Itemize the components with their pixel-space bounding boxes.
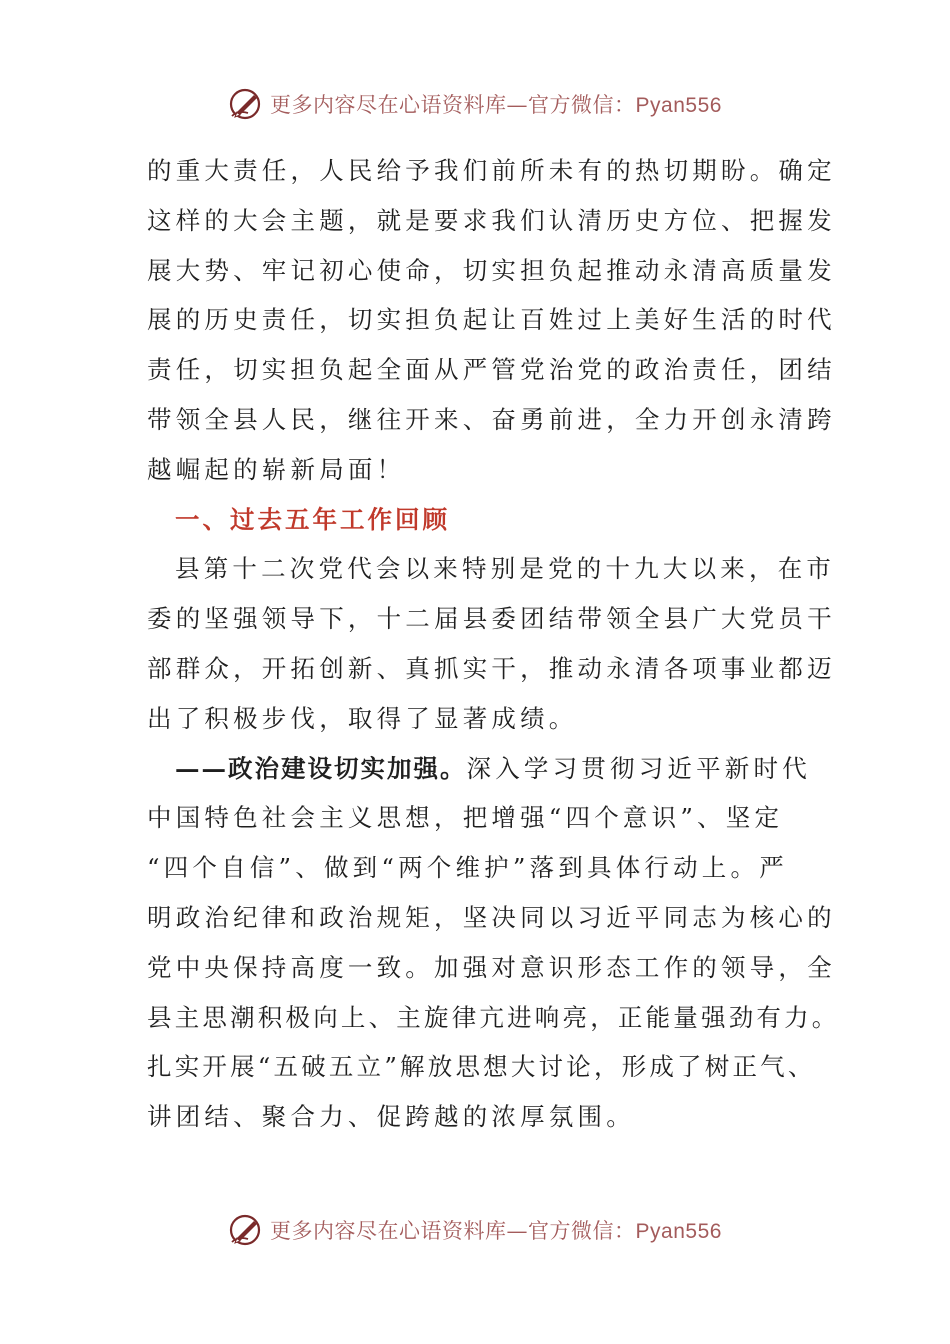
text-line: 越崛起的崭新局面！ xyxy=(147,454,406,484)
banner-separator: — xyxy=(506,1219,529,1243)
banner-text xyxy=(270,1215,722,1245)
banner-text xyxy=(270,89,722,119)
text-line: 县第十二次党代会以来特别是党的十九大以来，在市 xyxy=(175,554,836,584)
text-line: 这样的大会主题，就是要求我们认清历史方位、把握发 xyxy=(147,205,836,235)
text-line: 的重大责任，人民给予我们前所未有的热切期盼。确定 xyxy=(147,156,836,185)
text-line: 扎实开展“五破五立”解放思想大讨论，形成了树正气、 xyxy=(147,1052,816,1082)
text-line: 带领全县人民，继往开来、奋勇前进，全力开创永清跨 xyxy=(147,404,836,434)
document-body xyxy=(147,146,840,1142)
text-line: 展大势、牢记初心使命，切实担负起推动永清高质量发 xyxy=(147,255,836,285)
footer-banner xyxy=(0,1210,950,1250)
banner-wechat-label: 官方微信： xyxy=(528,93,636,117)
pen-logo-icon xyxy=(228,1212,264,1248)
banner-main: 更多内容尽在心语资料库 xyxy=(270,93,507,117)
banner-wechat-label: 官方微信： xyxy=(528,1219,636,1243)
text-line: “四个自信”、做到“两个维护”落到具体行动上。严 xyxy=(147,853,788,883)
banner-separator: — xyxy=(506,93,529,117)
text-line: 责任，切实担负起全面从严管党治党的政治责任，团结 xyxy=(147,355,836,385)
paragraph-lead: ——政治建设切实加强。 xyxy=(175,753,467,783)
banner-wechat-id: Pyan556 xyxy=(635,1220,722,1243)
section-heading: 一、过去五年工作回顾 xyxy=(175,504,450,534)
header-banner xyxy=(0,84,950,124)
banner-wechat-id: Pyan556 xyxy=(635,94,722,117)
text-line: 党中央保持高度一致。加强对意识形态工作的领导，全 xyxy=(147,952,836,982)
text-line: 中国特色社会主义思想，把增强“四个意识”、坚定 xyxy=(147,803,784,833)
text-line: 展的历史责任，切实担负起让百姓过上美好生活的时代 xyxy=(147,305,836,335)
paragraph-text: 深入学习贯彻习近平新时代 xyxy=(466,753,811,783)
text-line: 委的坚强领导下，十二届县委团结带领全县广大党员干 xyxy=(147,604,836,634)
text-line xyxy=(147,744,827,794)
text-line: 部群众，开拓创新、真抓实干，推动永清各项事业都迈 xyxy=(147,653,836,683)
banner-main: 更多内容尽在心语资料库 xyxy=(270,1219,507,1243)
pen-logo-icon xyxy=(228,86,264,122)
text-line: 出了积极步伐，取得了显著成绩。 xyxy=(147,703,578,733)
text-line: 明政治纪律和政治规矩，坚决同以习近平同志为核心的 xyxy=(147,902,836,932)
text-line: 县主思潮积极向上、主旋律亢进响亮，正能量强劲有力。 xyxy=(147,1002,840,1032)
text-line: 讲团结、聚合力、促跨越的浓厚氛围。 xyxy=(147,1102,635,1132)
